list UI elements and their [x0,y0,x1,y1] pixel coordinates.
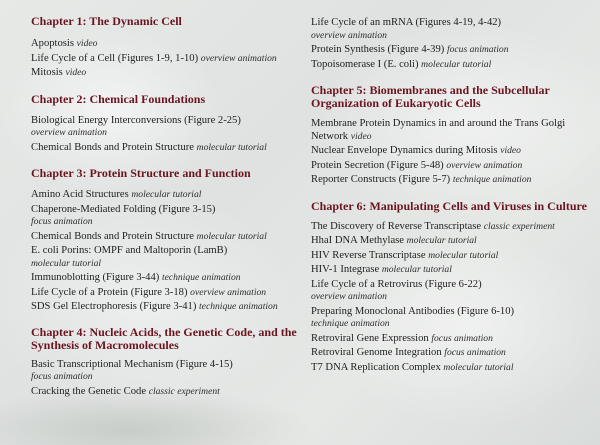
list-item[interactable] [311,17,591,30]
list-item[interactable] [31,359,293,372]
entry-text: Life Cycle of an mRNA (Figures 4-19, 4-42) [311,17,502,28]
list-item[interactable] [311,118,591,143]
media-type-tag: focus animation [31,216,93,227]
list-item[interactable] [31,38,293,51]
entry-text: Protein Secretion (Figure 5-48) [311,159,444,171]
list-item[interactable] [311,333,591,346]
media-type-tag: focus animation [446,44,509,55]
list-item[interactable] [311,362,591,375]
media-type-tag: video [350,130,372,142]
entry-text: T7 DNA Replication Complex [311,361,441,373]
list-item[interactable] [311,250,591,263]
media-type-tag: molecular tutorial [31,257,102,269]
entry-text: Chemical Bonds and Protein Structure [31,141,194,153]
media-type-tag: overview animation [31,127,107,138]
list-item[interactable] [311,279,591,292]
media-type-tag: overview animation [200,52,277,64]
list-item[interactable] [31,115,293,128]
list-item[interactable] [311,59,591,72]
list-item-tag-line [31,127,293,140]
entry-text: Life Cycle of a Protein (Figure 3-18) [31,286,188,298]
list-item-tag-line [31,258,293,271]
media-type-tag: technique animation [199,301,278,312]
media-type-tag: molecular tutorial [421,58,492,70]
media-type-tag: molecular tutorial [131,189,202,200]
left-column [31,0,297,400]
chapter-6 [311,200,591,375]
media-type-tag: molecular tutorial [196,230,267,242]
list-item[interactable] [311,264,591,277]
media-type-tag: video [76,38,98,49]
list-item[interactable] [311,145,591,158]
list-item[interactable] [311,174,591,187]
entry-text: The Discovery of Reverse Transcriptase [311,220,482,232]
media-type-tag: video [65,67,87,78]
chapter-4-continued [311,17,591,71]
media-type-tag: molecular tutorial [443,361,514,373]
chapter-title: Chapter 1: The Dynamic Cell [31,14,182,28]
chapter-title: Chapter 5: Biomembranes and the Subcellular Organization of Eukaryotic Cells [311,83,550,110]
media-type-tag: molecular tutorial [406,235,477,246]
list-item[interactable] [31,287,293,300]
list-item[interactable] [31,386,293,399]
list-item-tag-line [31,371,293,384]
media-type-tag: classic experiment [483,220,555,232]
chapter-4 [31,324,297,399]
entry-text: Life Cycle of a Retrovirus (Figure 6-22) [311,278,482,290]
media-type-tag: overview animation [190,286,267,298]
entry-text: E. coli Porins: OMPF and Maltoporin (LamB) [31,245,228,256]
media-type-tag: technique animation [311,318,390,329]
list-item[interactable] [31,53,293,66]
entry-text: Chemical Bonds and Protein Structure [31,230,194,242]
entry-text: Protein Synthesis (Figure 4-39) [311,44,445,55]
list-item-tag-line [311,318,591,331]
media-type-tag: molecular tutorial [196,141,267,153]
entry-text: Immunoblotting (Figure 3-44) [31,272,160,283]
entry-text: HIV Reverse Transcriptase [311,249,426,261]
chapter-1 [31,15,293,80]
chapter-5 [311,84,591,187]
chapter-2 [31,93,293,155]
entry-text: Membrane Protein Dynamics in and around the Trans Golgi Network [311,118,566,142]
entry-text: Topoisomerase I (E. coli) [311,58,419,70]
entry-text: Nuclear Envelope Dynamics during Mitosis [311,145,498,156]
list-item[interactable] [31,142,293,155]
list-item[interactable] [31,301,293,314]
chapter-3 [31,167,293,314]
list-item[interactable] [31,189,293,202]
entry-text: Preparing Monoclonal Antibodies (Figure 6-10) [311,305,515,317]
entry-text: Cracking the Genetic Code [31,385,147,397]
right-column [311,0,591,376]
media-type-tag: focus animation [444,347,506,358]
entry-text: HhaI DNA Methylase [311,235,404,246]
media-type-tag: overview animation [311,29,387,41]
list-item[interactable] [311,221,591,234]
list-item[interactable] [311,306,591,319]
list-item[interactable] [31,67,293,80]
list-item[interactable] [311,44,591,57]
entry-text: SDS Gel Electrophoresis (Figure 3-41) [31,301,197,312]
list-item[interactable] [31,231,293,244]
list-item[interactable] [311,347,591,360]
media-type-tag: focus animation [31,371,93,382]
entry-text: HIV-1 Integrase [311,264,380,275]
media-type-tag: overview animation [311,291,387,302]
media-type-tag: overview animation [446,159,523,171]
list-item-tag-line [311,291,591,304]
entry-text: Life Cycle of a Cell (Figures 1-9, 1-10) [31,52,199,64]
list-item[interactable] [311,235,591,248]
list-item-tag-line [31,216,293,229]
entry-text: Reporter Constructs (Figure 5-7) [311,174,451,185]
media-type-tag: technique animation [161,272,241,283]
entry-text: Apoptosis [31,38,74,49]
list-item[interactable] [31,272,293,285]
entry-text: Amino Acid Structures [31,189,129,200]
list-item[interactable] [31,204,293,217]
list-item[interactable] [31,245,293,258]
entry-text: Retroviral Genome Integration [311,347,442,358]
media-type-tag: technique animation [452,174,532,185]
chapter-title: Chapter 2: Chemical Foundations [31,91,206,106]
media-type-tag: classic experiment [148,385,220,397]
entry-text: Mitosis [31,67,63,78]
media-type-tag: video [500,145,521,156]
entry-text: Chaperone-Mediated Folding (Figure 3-15) [31,203,216,215]
entry-text: Retroviral Gene Expression [311,332,429,344]
media-type-tag: molecular tutorial [381,264,452,275]
list-item[interactable] [311,160,591,173]
list-item-tag-line [311,30,591,43]
chapter-title: Chapter 3: Protein Structure and Function [31,166,251,180]
entry-text: Biological Energy Interconversions (Figure 2-25) [31,114,241,126]
chapter-title: Chapter 4: Nucleic Acids, the Genetic Code, and the Synthesis of Macromolecules [31,324,297,352]
chapter-title: Chapter 6: Manipulating Cells and Viruses in Culture [311,198,587,213]
media-type-tag: molecular tutorial [428,249,499,261]
media-type-tag: focus animation [431,332,493,344]
entry-text: Basic Transcriptional Mechanism (Figure 4-15) [31,358,233,370]
